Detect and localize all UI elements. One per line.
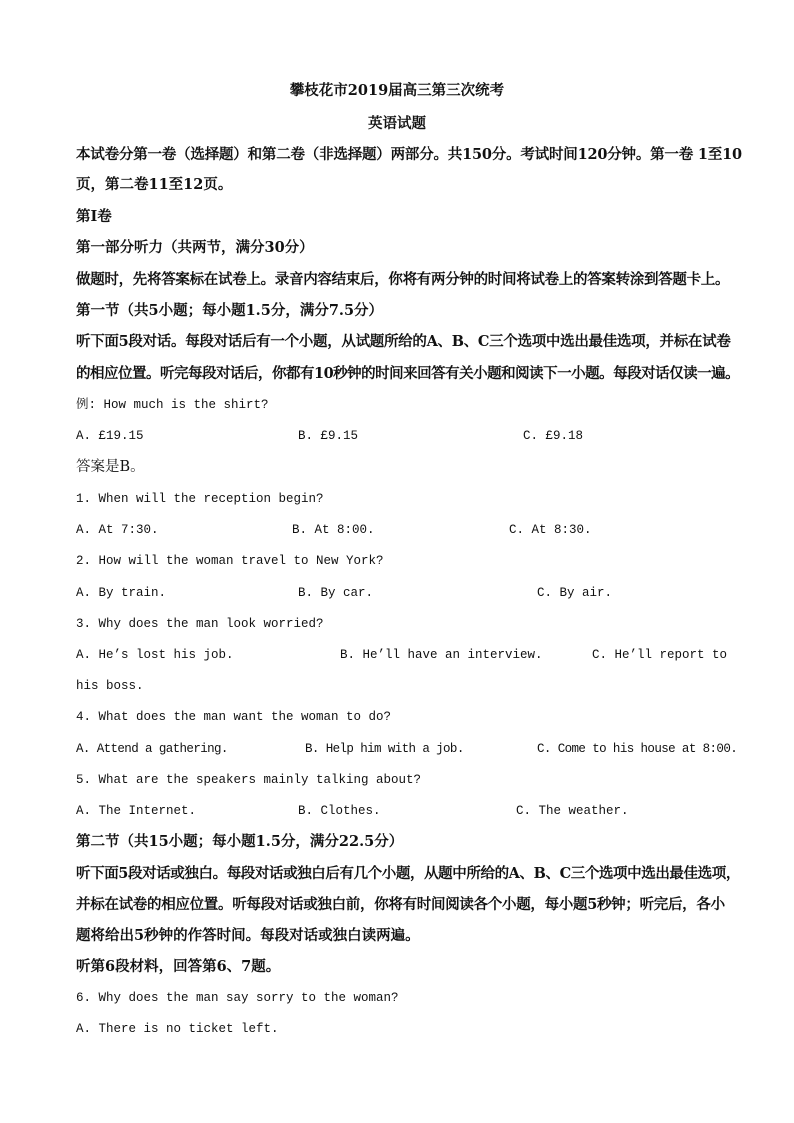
example-option-a: A. £19.15 bbox=[76, 429, 144, 443]
intro-line-2: 页，第二卷11至12页。 bbox=[76, 176, 233, 193]
section2-instruction-3: 题将给出5秒钟的作答时间。每段对话或独白读两遍。 bbox=[76, 927, 420, 944]
q1-option-c: C. At 8:30. bbox=[509, 523, 592, 537]
question-2: 2. How will the woman travel to New York? bbox=[76, 554, 384, 568]
volume-label: 第Ⅰ卷 bbox=[76, 208, 112, 225]
question-5: 5. What are the speakers mainly talking about? bbox=[76, 773, 422, 787]
part1-note: 做题时，先将答案标在试卷上。录音内容结束后，你将有两分钟的时间将试卷上的答案转涂到答题卡上。 bbox=[76, 271, 730, 288]
section2-heading: 第二节（共15小题；每小题1.5分，满分22.5分） bbox=[76, 833, 404, 850]
section1-heading: 第一节（共5小题；每小题1.5分，满分7.5分） bbox=[76, 302, 384, 319]
section1-instruction-1: 听下面5段对话。每段对话后有一个小题，从试题所给的A、B、C三个选项中选出最佳选项，并标在试卷 bbox=[76, 333, 731, 350]
section2-instruction-1: 听下面5段对话或独白。每段对话或独白后有几个小题，从题中所给的A、B、C三个选项中选出最佳选项， bbox=[76, 865, 740, 882]
example-option-c: C. £9.18 bbox=[523, 429, 584, 443]
q5-option-b: B. Clothes. bbox=[298, 804, 381, 818]
exam-title: 攀枝花市2019届高三第三次统考 bbox=[289, 82, 505, 99]
question-6: 6. Why does the man say sorry to the woman? bbox=[76, 991, 399, 1005]
question-4: 4. What does the man want the woman to do? bbox=[76, 710, 392, 724]
q5-option-a: A. The Internet. bbox=[76, 804, 197, 818]
question-3: 3. Why does the man look worried? bbox=[76, 617, 324, 631]
q3-option-b: B. He’ll have an interview. bbox=[340, 648, 543, 662]
example-question: 例: How much is the shirt? bbox=[76, 398, 269, 412]
q1-option-b: B. At 8:00. bbox=[292, 523, 375, 537]
section2-instruction-2: 并标在试卷的相应位置。听每段对话或独白前，你将有时间阅读各个小题，每小题5秒钟；听完后，各小 bbox=[76, 896, 725, 913]
example-answer: 答案是B。 bbox=[76, 459, 145, 475]
q4-option-b: B. Help him with a job. bbox=[305, 742, 464, 756]
q1-option-a: A. At 7:30. bbox=[76, 523, 159, 537]
q5-option-c: C. The weather. bbox=[516, 804, 629, 818]
q4-option-c: C. Come to his house at 8:00. bbox=[537, 742, 738, 756]
q2-option-c: C. By air. bbox=[537, 586, 613, 600]
part1-heading: 第一部分听力（共两节，满分30分） bbox=[76, 239, 314, 256]
section1-instruction-2: 的相应位置。听完每段对话后，你都有10秒钟的时间来回答有关小题和阅读下一小题。每段对话仅读一遍。 bbox=[76, 365, 740, 382]
subject-title: 英语试题 bbox=[368, 115, 426, 132]
material-6-heading: 听第6段材料，回答第6、7题。 bbox=[76, 958, 281, 975]
q6-option-a: A. There is no ticket left. bbox=[76, 1022, 279, 1036]
q2-option-a: A. By train. bbox=[76, 586, 167, 600]
intro-line-1: 本试卷分第一卷（选择题）和第二卷（非选择题）两部分。共150分。考试时间120分钟。第一卷 1至10 bbox=[76, 146, 742, 163]
question-1: 1. When will the reception begin? bbox=[76, 492, 324, 506]
q3-option-a: A. He’s lost his job. bbox=[76, 648, 234, 662]
q4-option-a: A. Attend a gathering. bbox=[76, 742, 228, 756]
q2-option-b: B. By car. bbox=[298, 586, 374, 600]
q3-option-c-continued: his boss. bbox=[76, 679, 144, 693]
example-option-b: B. £9.15 bbox=[298, 429, 359, 443]
q3-option-c: C. He’ll report to bbox=[592, 648, 728, 662]
